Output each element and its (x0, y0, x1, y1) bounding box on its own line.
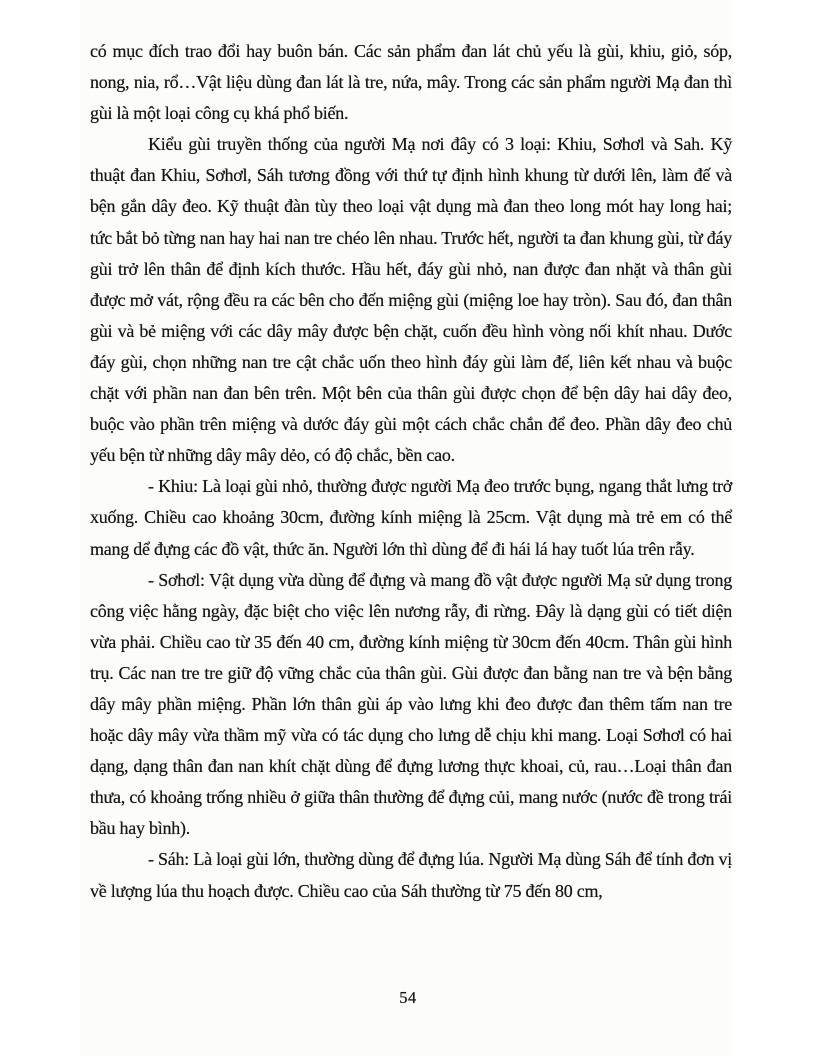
paragraph-khiu: - Khiu: Là loại gùi nhỏ, thường được người Mạ đeo trước bụng, ngang thắt lưng trở xuống. Chiều cao khoảng 30cm, đường kính miệng là 25cm. Vật dụng mà trẻ em có thể mang dể đựng các đồ vật, thức ăn. Người lớn thì dùng để đi hái lá hay tuốt lúa trên rẫy. (90, 476, 732, 559)
paragraph-gui-types: Kiểu gùi truyền thống của người Mạ nơi đây có 3 loại: Khiu, Sơhơl và Sah. Kỹ thuật đan Khiu, Sơhơl, Sáh tương đồng với thứ tự định hình khung từ dưới lên, làm đế và bện gắn dây đeo. Kỹ thuật đàn tùy theo loại vật dụng mà đan theo long mót hay long hai; tức bắt bỏ từng nan hay hai nan tre chéo lên nhau. Trước hết, người ta đan khung gùi, từ đáy gùi trở lên thân để định kích thước. Hầu hết, đáy gùi nhỏ, nan được đan nhặt và thân gùi được mở vát, rộng đều ra các bên cho đến miệng gùi (miệng loe hay tròn). Sau đó, đan thân gùi và bẻ miệng với các dây mây được bện chặt, cuốn đều hình vòng nối khít nhau. Dước đáy gùi, chọn những nan tre cật chắc uốn theo hình đáy gùi làm đế, liên kết nhau và buộc chặt với phần nan đan bên trên. Một bên của thân gùi được chọn để bện dây hai dây đeo, buộc vào phần trên miệng và dước đáy gùi một cách chắc chắn để đeo. Phần dây đeo chủ yếu bện từ những dây mây dẻo, có độ chắc, bền cao. (90, 134, 732, 466)
paragraph-sah: - Sáh: Là loại gùi lớn, thường dùng để đựng lúa. Người Mạ dùng Sáh để tính đơn vị về lượng lúa thu hoạch được. Chiều cao của Sáh thường từ 75 đến 80 cm, (90, 849, 732, 901)
page-text-block (90, 36, 732, 907)
paragraph-continuation: có mục đích trao đổi hay buôn bán. Các sản phẩm đan lát chủ yếu là gùi, khiu, giỏ, sóp, nong, nia, rổ…Vật liệu dùng đan lát là tre, nứa, mây. Trong các sản phẩm người Mạ đan thì gùi là một loại công cụ khá phổ biến. (90, 41, 732, 124)
page-number: 54 (399, 988, 417, 1007)
paragraph-sohol: - Sơhơl: Vật dụng vừa dùng để đựng và mang đồ vật được người Mạ sử dụng trong công việc hằng ngày, đặc biệt cho việc lên nương rẫy, đi rừng. Đây là dạng gùi có tiết diện vừa phải. Chiều cao từ 35 đến 40 cm, đường kính miệng từ 30cm đến 40cm. Thân gùi hình trụ. Các nan tre tre giữ độ vững chắc của thân gùi. Gùi được đan bằng nan tre và bện bằng dây mây phần miệng. Phần lớn thân gùi áp vào lưng khi đeo được đan thêm tấm nan tre hoặc dây mây vừa thầm mỹ vừa có tác dụng cho lưng dễ chịu khi mang. Loại Sơhơl có hai dạng, dạng thân đan nan khít chặt dùng để đựng lương thực khoai, củ, rau…Loại thân đan thưa, có khoảng trống nhiều ở giữa thân thường để đựng củi, mang nước (nước đề trong trái bầu hay bình). (90, 569, 732, 839)
